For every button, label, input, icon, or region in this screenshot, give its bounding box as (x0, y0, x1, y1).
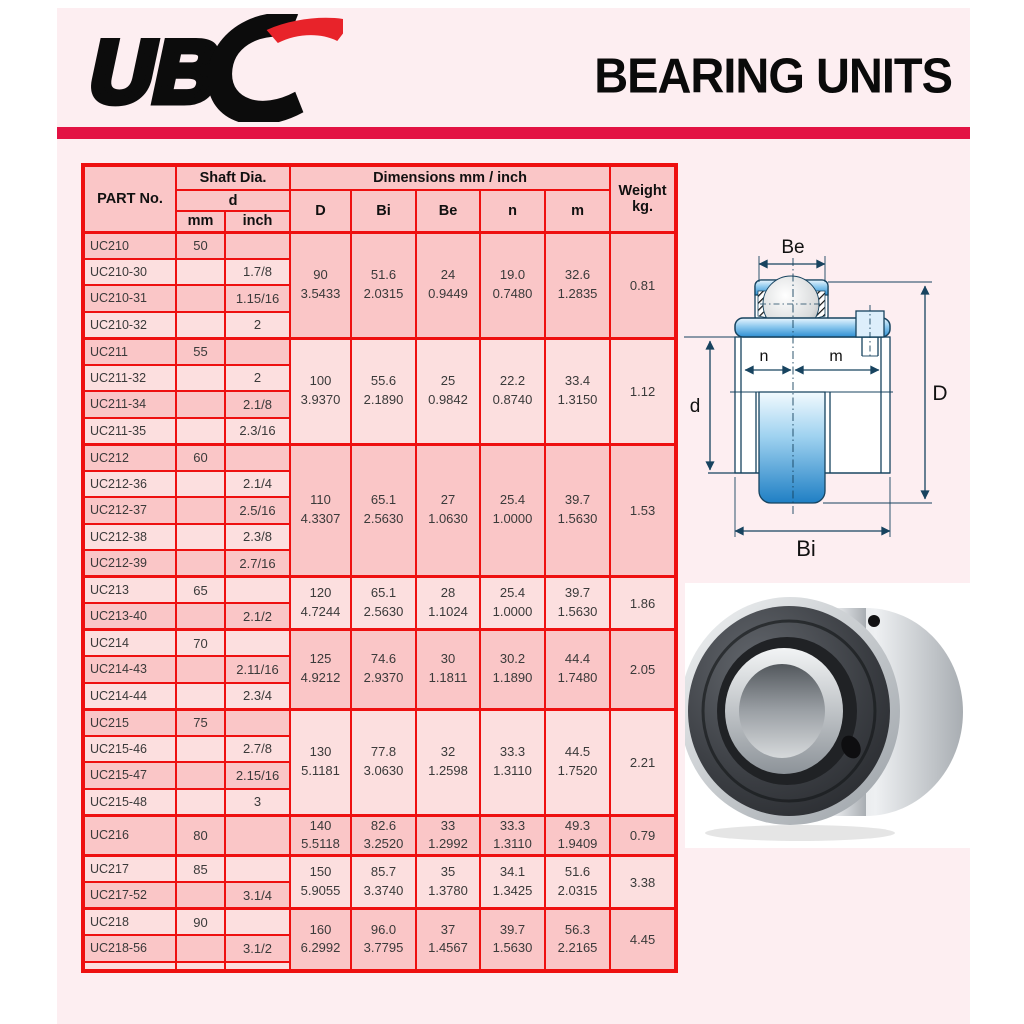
weight-cell: 0.79 (610, 815, 676, 856)
shaft-mm-cell (176, 789, 225, 816)
logo-letters: UB (81, 21, 230, 121)
shaft-inch-cell: 3.1/2 (225, 935, 290, 962)
dim-cell-D: 120 4.7244 (290, 577, 351, 630)
table-row (83, 909, 676, 936)
col-header-inch: inch (225, 211, 290, 232)
shaft-mm-cell (176, 365, 225, 392)
shaft-mm-cell (176, 391, 225, 418)
page-title: BEARING UNITS (594, 47, 952, 104)
dim-cell-Bi: 82.6 3.2520 (351, 815, 416, 856)
dim-cell-m: 51.6 2.0315 (545, 856, 610, 909)
dim-cell-D: 150 5.9055 (290, 856, 351, 909)
shaft-inch-cell: 2.1/2 (225, 603, 290, 630)
ubc-logo (78, 14, 343, 122)
bearing-cross-section-diagram (672, 228, 964, 568)
shaft-inch-cell: 1.15/16 (225, 285, 290, 312)
photo-shadow (705, 825, 895, 841)
shaft-inch-cell: 2.3/8 (225, 524, 290, 551)
shaft-inch-cell (225, 338, 290, 365)
dim-cell-Bi: 51.6 2.0315 (351, 232, 416, 338)
dim-cell-Bi: 65.1 2.5630 (351, 577, 416, 630)
shaft-mm-cell: 80 (176, 815, 225, 856)
dim-cell-D: 130 5.1181 (290, 709, 351, 815)
shaft-mm-cell (176, 762, 225, 789)
part-no-cell: UC210-31 (83, 285, 176, 312)
weight-cell: 2.21 (610, 709, 676, 815)
dim-cell-n: 30.2 1.1890 (480, 630, 545, 710)
part-no-cell: UC214-43 (83, 656, 176, 683)
part-no-cell: UC213 (83, 577, 176, 604)
part-no-cell: UC211 (83, 338, 176, 365)
shaft-mm-cell (176, 524, 225, 551)
part-no-cell: UC218 (83, 909, 176, 936)
part-no-cell: UC210-32 (83, 312, 176, 339)
label-n: n (759, 348, 769, 365)
shaft-mm-cell (176, 882, 225, 909)
part-no-cell: UC212-39 (83, 550, 176, 577)
col-header-d-small: d (176, 190, 290, 211)
dim-cell-Be: 27 1.0630 (416, 444, 480, 577)
dim-cell-Be: 24 0.9449 (416, 232, 480, 338)
label-Bi: Bi (796, 536, 816, 561)
shaft-inch-cell (225, 909, 290, 936)
shaft-inch-cell (225, 815, 290, 856)
part-no-cell: UC216 (83, 815, 176, 856)
shaft-mm-cell: 60 (176, 444, 225, 471)
part-no-cell: UC215 (83, 709, 176, 736)
shaft-mm-cell: 55 (176, 338, 225, 365)
part-no-cell: UC215-48 (83, 789, 176, 816)
shaft-mm-cell (176, 656, 225, 683)
part-no-cell: UC213-40 (83, 603, 176, 630)
bearing-photo (685, 583, 975, 848)
dim-cell-Bi: 77.8 3.0630 (351, 709, 416, 815)
weight-cell: 1.86 (610, 577, 676, 630)
part-no-cell: UC217-52 (83, 882, 176, 909)
shaft-mm-cell (176, 312, 225, 339)
shaft-mm-cell (176, 497, 225, 524)
shaft-mm-cell (176, 603, 225, 630)
part-no-cell: UC215-46 (83, 736, 176, 763)
shaft-inch-cell (225, 232, 290, 259)
shaft-inch-cell: 2.1/8 (225, 391, 290, 418)
table-header-row (83, 165, 676, 190)
dim-cell-m: 39.7 1.5630 (545, 444, 610, 577)
part-no-cell: UC218-56 (83, 935, 176, 962)
part-no-cell: UC210 (83, 232, 176, 259)
shaft-inch-cell (225, 709, 290, 736)
part-no-cell: UC212-36 (83, 471, 176, 498)
empty-cell (176, 962, 225, 971)
dim-cell-D: 110 4.3307 (290, 444, 351, 577)
label-d: d (689, 396, 701, 417)
shaft-inch-cell (225, 444, 290, 471)
shaft-inch-cell: 1.7/8 (225, 259, 290, 286)
dim-cell-Be: 37 1.4567 (416, 909, 480, 971)
table-row (83, 815, 676, 856)
dim-cell-m: 33.4 1.3150 (545, 338, 610, 444)
dim-cell-m: 56.3 2.2165 (545, 909, 610, 971)
shaft-mm-cell: 90 (176, 909, 225, 936)
col-header-mm: mm (176, 211, 225, 232)
dim-cell-D: 140 5.5118 (290, 815, 351, 856)
dim-cell-Bi: 74.6 2.9370 (351, 630, 416, 710)
weight-cell: 0.81 (610, 232, 676, 338)
shaft-mm-cell (176, 935, 225, 962)
dim-cell-n: 25.4 1.0000 (480, 577, 545, 630)
dim-cell-m: 44.4 1.7480 (545, 630, 610, 710)
weight-label: Weight (618, 182, 667, 199)
shaft-inch-cell: 2 (225, 365, 290, 392)
weight-cell: 4.45 (610, 909, 676, 971)
dim-cell-Be: 32 1.2598 (416, 709, 480, 815)
shaft-inch-cell: 2.11/16 (225, 656, 290, 683)
table-row (83, 338, 676, 365)
shaft-inch-cell: 2.1/4 (225, 471, 290, 498)
shaft-inch-cell (225, 577, 290, 604)
part-no-cell: UC212 (83, 444, 176, 471)
bearing-bore (739, 664, 825, 758)
dim-cell-Be: 30 1.1811 (416, 630, 480, 710)
weight-cell: 1.12 (610, 338, 676, 444)
dim-cell-m: 44.5 1.7520 (545, 709, 610, 815)
shaft-inch-cell: 2.3/4 (225, 683, 290, 710)
dim-cell-m: 32.6 1.2835 (545, 232, 610, 338)
col-header-Bi: Bi (351, 190, 416, 232)
shaft-inch-cell: 2.7/16 (225, 550, 290, 577)
dim-cell-n: 33.3 1.3110 (480, 815, 545, 856)
dim-cell-Be: 28 1.1024 (416, 577, 480, 630)
header-divider-bar (57, 127, 970, 139)
part-no-cell: UC215-47 (83, 762, 176, 789)
spec-table-wrap (81, 163, 678, 973)
dim-cell-D: 100 3.9370 (290, 338, 351, 444)
shaft-inch-cell: 3 (225, 789, 290, 816)
shaft-mm-cell: 75 (176, 709, 225, 736)
logo-c-black (211, 25, 316, 113)
dim-cell-Bi: 96.0 3.7795 (351, 909, 416, 971)
col-header-weight (610, 165, 676, 232)
label-m: m (829, 348, 843, 365)
part-no-cell: UC211-34 (83, 391, 176, 418)
label-D: D (932, 382, 948, 405)
dim-cell-Be: 33 1.2992 (416, 815, 480, 856)
shaft-inch-cell: 2 (225, 312, 290, 339)
dim-cell-D: 125 4.9212 (290, 630, 351, 710)
part-no-cell: UC212-37 (83, 497, 176, 524)
shaft-mm-cell: 65 (176, 577, 225, 604)
part-no-cell: UC211-32 (83, 365, 176, 392)
table-row (83, 577, 676, 604)
col-header-part-no: PART No. (83, 165, 176, 232)
shaft-mm-cell (176, 418, 225, 445)
dim-cell-Bi: 85.7 3.3740 (351, 856, 416, 909)
diagram-linework (684, 256, 932, 537)
weight-cell: 3.38 (610, 856, 676, 909)
dim-cell-n: 39.7 1.5630 (480, 909, 545, 971)
shaft-inch-cell: 2.3/16 (225, 418, 290, 445)
weight-unit-label: kg. (632, 198, 654, 215)
col-header-m: m (545, 190, 610, 232)
part-no-cell: UC217 (83, 856, 176, 883)
shaft-mm-cell: 70 (176, 630, 225, 657)
bearing-spec-table (81, 163, 678, 973)
dim-cell-n: 33.3 1.3110 (480, 709, 545, 815)
dim-cell-n: 19.0 0.7480 (480, 232, 545, 338)
dim-cell-Be: 25 0.9842 (416, 338, 480, 444)
dim-cell-n: 22.2 0.8740 (480, 338, 545, 444)
part-no-cell: UC214 (83, 630, 176, 657)
dim-cell-Bi: 65.1 2.5630 (351, 444, 416, 577)
shaft-inch-cell (225, 630, 290, 657)
part-no-cell: UC214-44 (83, 683, 176, 710)
shaft-inch-cell: 2.15/16 (225, 762, 290, 789)
dim-cell-m: 39.7 1.5630 (545, 577, 610, 630)
shaft-inch-cell: 2.7/8 (225, 736, 290, 763)
shaft-mm-cell (176, 683, 225, 710)
col-header-shaft-dia: Shaft Dia. (176, 165, 290, 190)
shaft-mm-cell (176, 550, 225, 577)
table-row (83, 232, 676, 259)
weight-cell: 2.05 (610, 630, 676, 710)
empty-cell (83, 962, 176, 971)
shaft-inch-cell: 3.1/4 (225, 882, 290, 909)
shaft-inch-cell: 2.5/16 (225, 497, 290, 524)
shaft-inch-cell (225, 856, 290, 883)
shaft-mm-cell: 85 (176, 856, 225, 883)
dim-cell-m: 49.3 1.9409 (545, 815, 610, 856)
col-header-dimensions: Dimensions mm / inch (290, 165, 610, 190)
table-row (83, 856, 676, 883)
dim-cell-n: 34.1 1.3425 (480, 856, 545, 909)
dim-cell-D: 90 3.5433 (290, 232, 351, 338)
part-no-cell: UC211-35 (83, 418, 176, 445)
table-row (83, 444, 676, 471)
weight-cell: 1.53 (610, 444, 676, 577)
shaft-mm-cell (176, 285, 225, 312)
shaft-mm-cell: 50 (176, 232, 225, 259)
shaft-mm-cell (176, 736, 225, 763)
dim-cell-Bi: 55.6 2.1890 (351, 338, 416, 444)
part-no-cell: UC212-38 (83, 524, 176, 551)
empty-cell (225, 962, 290, 971)
col-header-Be: Be (416, 190, 480, 232)
table-row (83, 709, 676, 736)
col-header-D: D (290, 190, 351, 232)
part-no-cell: UC210-30 (83, 259, 176, 286)
col-header-n: n (480, 190, 545, 232)
dim-cell-D: 160 6.2992 (290, 909, 351, 971)
shaft-mm-cell (176, 471, 225, 498)
dim-cell-n: 25.4 1.0000 (480, 444, 545, 577)
dim-cell-Be: 35 1.3780 (416, 856, 480, 909)
table-row (83, 630, 676, 657)
label-Be: Be (781, 237, 805, 258)
shaft-mm-cell (176, 259, 225, 286)
set-screw-knob (868, 615, 880, 627)
